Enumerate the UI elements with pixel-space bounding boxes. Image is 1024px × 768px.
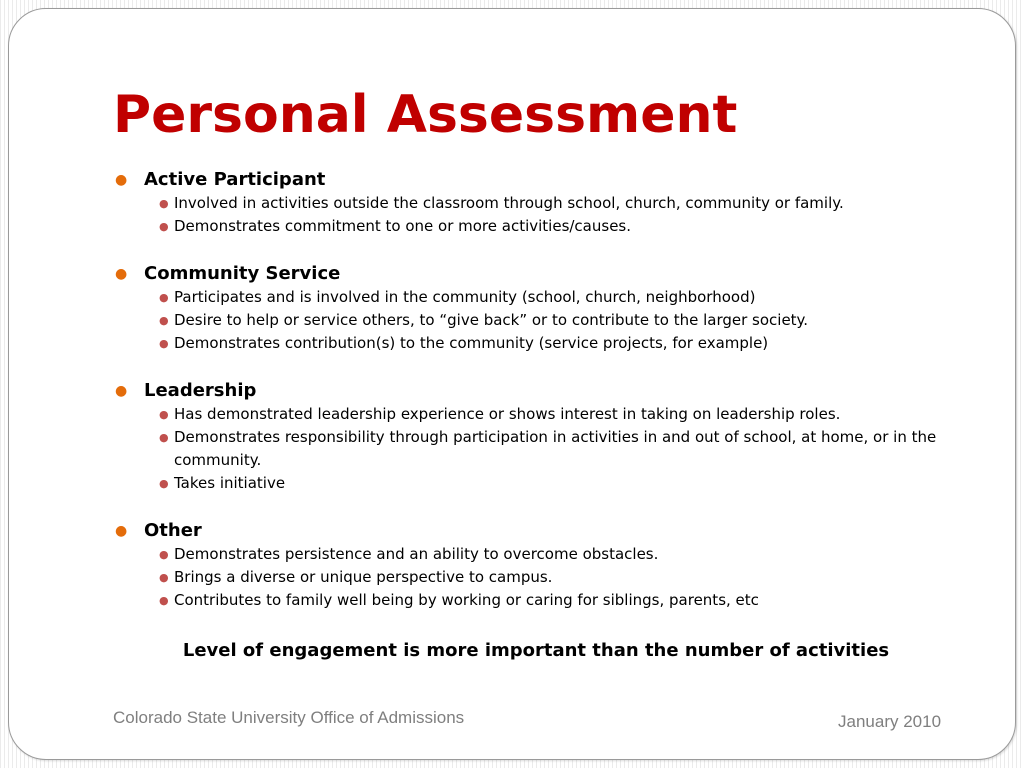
section-heading-text: Other	[144, 520, 202, 541]
section-community-service	[115, 262, 965, 355]
section-heading	[115, 168, 965, 192]
footer-organization: Colorado State University Office of Admissions	[113, 708, 465, 727]
list-item	[115, 426, 965, 472]
bullet-icon: ●	[115, 172, 128, 188]
sub-bullet-list	[115, 192, 965, 238]
list-item	[115, 332, 965, 355]
bullet-icon: ●	[115, 266, 128, 282]
list-item-text: Participates and is involved in the community (school, church, neighborhood)	[174, 288, 756, 306]
bullet-content	[115, 168, 965, 636]
section-heading-text: Active Participant	[144, 169, 326, 190]
list-item	[115, 472, 965, 495]
sub-bullet-icon: ●	[159, 408, 169, 421]
sub-bullet-icon: ●	[159, 571, 169, 584]
sub-bullet-list	[115, 543, 965, 612]
sub-bullet-icon: ●	[159, 314, 169, 327]
list-item	[115, 286, 965, 309]
list-item	[115, 589, 965, 612]
section-active-participant	[115, 168, 965, 238]
engagement-callout: Level of engagement is more important than the number of activities	[182, 640, 890, 661]
list-item	[115, 309, 965, 332]
sub-bullet-icon: ●	[159, 197, 169, 210]
sub-bullet-icon: ●	[159, 548, 169, 561]
section-heading	[115, 379, 965, 403]
section-leadership	[115, 379, 965, 495]
sub-bullet-icon: ●	[159, 431, 169, 444]
sub-bullet-list	[115, 403, 965, 495]
list-item-text: Contributes to family well being by working or caring for siblings, parents, etc	[174, 591, 759, 609]
list-item	[115, 403, 965, 426]
sub-bullet-icon: ●	[159, 291, 169, 304]
section-heading-text: Community Service	[144, 263, 341, 284]
section-other	[115, 519, 965, 612]
bullet-icon: ●	[115, 523, 128, 539]
list-item-text: Has demonstrated leadership experience or shows interest in taking on leadership roles.	[174, 405, 841, 423]
list-item-text: Demonstrates responsibility through participation in activities in and out of school, at home, or in the community.	[174, 428, 937, 469]
list-item	[115, 192, 965, 215]
list-item-text: Involved in activities outside the classroom through school, church, community or family.	[174, 194, 844, 212]
sub-bullet-list	[115, 286, 965, 355]
section-heading	[115, 262, 965, 286]
bullet-icon: ●	[115, 383, 128, 399]
list-item-text: Demonstrates persistence and an ability to overcome obstacles.	[174, 545, 659, 563]
sub-bullet-icon: ●	[159, 477, 169, 490]
list-item	[115, 566, 965, 589]
footer-date: January 2010	[838, 712, 942, 731]
list-item-text: Brings a diverse or unique perspective to campus.	[174, 568, 553, 586]
sub-bullet-icon: ●	[159, 337, 169, 350]
list-item-text: Desire to help or service others, to “give back” or to contribute to the larger society.	[174, 311, 809, 329]
section-heading-text: Leadership	[144, 380, 257, 401]
list-item	[115, 543, 965, 566]
list-item-text: Demonstrates contribution(s) to the community (service projects, for example)	[174, 334, 769, 352]
list-item-text: Takes initiative	[174, 474, 286, 492]
list-item	[115, 215, 965, 238]
slide-title: Personal Assessment	[113, 85, 738, 145]
list-item-text: Demonstrates commitment to one or more activities/causes.	[174, 217, 632, 235]
section-heading	[115, 519, 965, 543]
sub-bullet-icon: ●	[159, 594, 169, 607]
sub-bullet-icon: ●	[159, 220, 169, 233]
